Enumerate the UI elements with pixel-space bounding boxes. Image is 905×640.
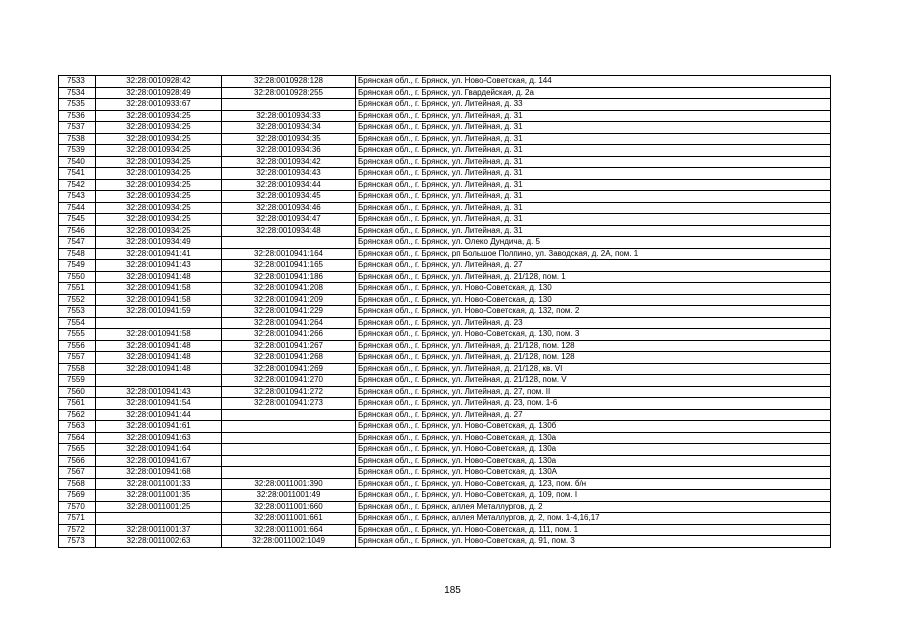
table-row <box>59 110 831 122</box>
address-cell: Брянская обл., г. Брянск, ул. Литейная, д. 27, пом. II <box>356 386 831 398</box>
cadastral-number-cell: 32:28:0011001:33 <box>96 478 222 490</box>
row-number-cell: 7544 <box>59 202 96 214</box>
cadastral-number-cell: 32:28:0010928:49 <box>96 87 222 99</box>
address-cell: Брянская обл., г. Брянск, ул. Литейная, д. 31 <box>356 145 831 157</box>
table-row <box>59 363 831 375</box>
object-cadastral-number-cell: 32:28:0010934:44 <box>222 179 356 191</box>
address-cell: Брянская обл., г. Брянск, ул. Литейная, д. 21/128, пом. 128 <box>356 340 831 352</box>
cadastral-number-cell: 32:28:0010934:25 <box>96 122 222 134</box>
table-row <box>59 260 831 272</box>
cadastral-number-cell: 32:28:0010934:25 <box>96 191 222 203</box>
address-cell: Брянская обл., г. Брянск, ул. Ново-Советская, д. 91, пом. 3 <box>356 536 831 548</box>
cadastral-number-cell: 32:28:0010934:25 <box>96 214 222 226</box>
row-number-cell: 7535 <box>59 99 96 111</box>
cadastral-number-cell: 32:28:0010934:25 <box>96 110 222 122</box>
table-row <box>59 386 831 398</box>
address-cell: Брянская обл., г. Брянск, ул. Литейная, д. 31 <box>356 214 831 226</box>
table-row <box>59 478 831 490</box>
cadastral-number-cell: 32:28:0010941:48 <box>96 271 222 283</box>
address-cell: Брянская обл., г. Брянск, ул. Ново-Советская, д. 130а <box>356 455 831 467</box>
table-row <box>59 444 831 456</box>
address-cell: Брянская обл., г. Брянск, ул. Ново-Советская, д. 130а <box>356 432 831 444</box>
table-row <box>59 329 831 341</box>
cadastral-number-cell: 32:28:0010941:44 <box>96 409 222 421</box>
table-row <box>59 409 831 421</box>
address-cell: Брянская обл., г. Брянск, ул. Литейная, д. 21/128, пом. 1 <box>356 271 831 283</box>
table-row <box>59 99 831 111</box>
cadastral-number-cell: 32:28:0010941:58 <box>96 294 222 306</box>
table-row <box>59 237 831 249</box>
address-cell: Брянская обл., г. Брянск, ул. Ново-Советская, д. 130 <box>356 283 831 295</box>
address-cell: Брянская обл., г. Брянск, ул. Олеко Дундича, д. 5 <box>356 237 831 249</box>
address-cell: Брянская обл., г. Брянск, ул. Литейная, д. 21/128, пом. V <box>356 375 831 387</box>
row-number-cell: 7573 <box>59 536 96 548</box>
address-cell: Брянская обл., г. Брянск, ул. Литейная, д. 31 <box>356 110 831 122</box>
cadastral-number-cell: 32:28:0010941:58 <box>96 283 222 295</box>
object-cadastral-number-cell <box>222 421 356 433</box>
address-cell: Брянская обл., г. Брянск, ул. Ново-Советская, д. 130б <box>356 421 831 433</box>
address-cell: Брянская обл., г. Брянск, ул. Ново-Советская, д. 111, пом. 1 <box>356 524 831 536</box>
address-cell: Брянская обл., г. Брянск, ул. Гвардейская, д. 2а <box>356 87 831 99</box>
table-row <box>59 283 831 295</box>
row-number-cell: 7554 <box>59 317 96 329</box>
address-cell: Брянская обл., г. Брянск, ул. Ново-Советская, д. 130 <box>356 294 831 306</box>
address-cell: Брянская обл., г. Брянск, ул. Литейная, д. 23 <box>356 317 831 329</box>
row-number-cell: 7570 <box>59 501 96 513</box>
object-cadastral-number-cell: 32:28:0010934:47 <box>222 214 356 226</box>
address-cell: Брянская обл., г. Брянск, ул. Литейная, д. 33 <box>356 99 831 111</box>
cadastral-number-cell: 32:28:0010941:63 <box>96 432 222 444</box>
cadastral-number-cell: 32:28:0011001:37 <box>96 524 222 536</box>
object-cadastral-number-cell <box>222 99 356 111</box>
row-number-cell: 7542 <box>59 179 96 191</box>
object-cadastral-number-cell: 32:28:0010934:36 <box>222 145 356 157</box>
table-row <box>59 524 831 536</box>
table-row <box>59 317 831 329</box>
table-row <box>59 202 831 214</box>
cadastral-number-cell: 32:28:0010934:25 <box>96 145 222 157</box>
cadastral-number-cell: 32:28:0010941:48 <box>96 352 222 364</box>
object-cadastral-number-cell: 32:28:0011001:390 <box>222 478 356 490</box>
object-cadastral-number-cell: 32:28:0011001:49 <box>222 490 356 502</box>
table-row <box>59 225 831 237</box>
address-cell: Брянская обл., г. Брянск, рп Большое Полпино, ул. Заводская, д. 2А, пом. 1 <box>356 248 831 260</box>
object-cadastral-number-cell: 32:28:0010941:208 <box>222 283 356 295</box>
object-cadastral-number-cell <box>222 444 356 456</box>
row-number-cell: 7557 <box>59 352 96 364</box>
table-row <box>59 179 831 191</box>
address-cell: Брянская обл., г. Брянск, ул. Литейная, д. 31 <box>356 191 831 203</box>
table-row <box>59 145 831 157</box>
object-cadastral-number-cell: 32:28:0010941:266 <box>222 329 356 341</box>
cadastral-number-cell: 32:28:0010934:25 <box>96 168 222 180</box>
table-row <box>59 248 831 260</box>
row-number-cell: 7572 <box>59 524 96 536</box>
table-row <box>59 421 831 433</box>
object-cadastral-number-cell: 32:28:0010941:264 <box>222 317 356 329</box>
table-row <box>59 490 831 502</box>
cadastral-number-cell: 32:28:0011001:35 <box>96 490 222 502</box>
row-number-cell: 7565 <box>59 444 96 456</box>
row-number-cell: 7538 <box>59 133 96 145</box>
row-number-cell: 7569 <box>59 490 96 502</box>
object-cadastral-number-cell: 32:28:0010941:267 <box>222 340 356 352</box>
object-cadastral-number-cell: 32:28:0010941:269 <box>222 363 356 375</box>
table-row <box>59 352 831 364</box>
object-cadastral-number-cell: 32:28:0010928:255 <box>222 87 356 99</box>
cadastral-number-cell: 32:28:0010941:43 <box>96 386 222 398</box>
object-cadastral-number-cell: 32:28:0010934:46 <box>222 202 356 214</box>
cadastral-number-cell: 32:28:0010934:25 <box>96 179 222 191</box>
table-row <box>59 306 831 318</box>
table-row <box>59 398 831 410</box>
row-number-cell: 7566 <box>59 455 96 467</box>
table-row <box>59 133 831 145</box>
table-row <box>59 122 831 134</box>
cadastral-number-cell <box>96 317 222 329</box>
object-cadastral-number-cell <box>222 432 356 444</box>
address-cell: Брянская обл., г. Брянск, ул. Ново-Советская, д. 130А <box>356 467 831 479</box>
cadastral-number-cell: 32:28:0010928:42 <box>96 76 222 88</box>
registry-table <box>58 75 831 548</box>
table-row <box>59 156 831 168</box>
address-cell: Брянская обл., г. Брянск, ул. Литейная, д. 31 <box>356 225 831 237</box>
address-cell: Брянская обл., г. Брянск, ул. Литейная, д. 31 <box>356 133 831 145</box>
object-cadastral-number-cell: 32:28:0010934:45 <box>222 191 356 203</box>
cadastral-number-cell: 32:28:0011002:63 <box>96 536 222 548</box>
cadastral-number-cell: 32:28:0010934:25 <box>96 156 222 168</box>
object-cadastral-number-cell: 32:28:0010941:164 <box>222 248 356 260</box>
table-row <box>59 191 831 203</box>
cadastral-number-cell: 32:28:0010934:25 <box>96 202 222 214</box>
address-cell: Брянская обл., г. Брянск, ул. Ново-Советская, д. 109, пом. I <box>356 490 831 502</box>
table-row <box>59 513 831 525</box>
object-cadastral-number-cell: 32:28:0010934:48 <box>222 225 356 237</box>
row-number-cell: 7562 <box>59 409 96 421</box>
row-number-cell: 7571 <box>59 513 96 525</box>
table-row <box>59 455 831 467</box>
object-cadastral-number-cell: 32:28:0011001:660 <box>222 501 356 513</box>
row-number-cell: 7537 <box>59 122 96 134</box>
cadastral-number-cell: 32:28:0011001:25 <box>96 501 222 513</box>
address-cell: Брянская обл., г. Брянск, ул. Литейная, д. 31 <box>356 202 831 214</box>
row-number-cell: 7552 <box>59 294 96 306</box>
object-cadastral-number-cell <box>222 455 356 467</box>
cadastral-number-cell: 32:28:0010941:43 <box>96 260 222 272</box>
table-row <box>59 501 831 513</box>
row-number-cell: 7533 <box>59 76 96 88</box>
object-cadastral-number-cell: 32:28:0010941:272 <box>222 386 356 398</box>
cadastral-number-cell: 32:28:0010941:54 <box>96 398 222 410</box>
table-row <box>59 536 831 548</box>
table-row <box>59 214 831 226</box>
registry-table-body <box>59 76 831 548</box>
row-number-cell: 7553 <box>59 306 96 318</box>
table-row <box>59 76 831 88</box>
table-row <box>59 340 831 352</box>
cadastral-number-cell: 32:28:0010941:59 <box>96 306 222 318</box>
object-cadastral-number-cell: 32:28:0010934:43 <box>222 168 356 180</box>
row-number-cell: 7561 <box>59 398 96 410</box>
address-cell: Брянская обл., г. Брянск, ул. Ново-Советская, д. 123, пом. б/н <box>356 478 831 490</box>
cadastral-number-cell: 32:28:0010941:61 <box>96 421 222 433</box>
row-number-cell: 7536 <box>59 110 96 122</box>
table-row <box>59 87 831 99</box>
address-cell: Брянская обл., г. Брянск, ул. Литейная, д. 21/128, кв. VI <box>356 363 831 375</box>
row-number-cell: 7556 <box>59 340 96 352</box>
row-number-cell: 7568 <box>59 478 96 490</box>
row-number-cell: 7559 <box>59 375 96 387</box>
row-number-cell: 7551 <box>59 283 96 295</box>
object-cadastral-number-cell: 32:28:0010941:229 <box>222 306 356 318</box>
address-cell: Брянская обл., г. Брянск, ул. Ново-Советская, д. 130а <box>356 444 831 456</box>
row-number-cell: 7560 <box>59 386 96 398</box>
cadastral-number-cell: 32:28:0010941:67 <box>96 455 222 467</box>
row-number-cell: 7549 <box>59 260 96 272</box>
cadastral-number-cell: 32:28:0010941:48 <box>96 363 222 375</box>
cadastral-number-cell <box>96 513 222 525</box>
object-cadastral-number-cell: 32:28:0010934:34 <box>222 122 356 134</box>
cadastral-number-cell: 32:28:0010941:64 <box>96 444 222 456</box>
address-cell: Брянская обл., г. Брянск, аллея Металлургов, д. 2, пом. 1-4,16,17 <box>356 513 831 525</box>
row-number-cell: 7534 <box>59 87 96 99</box>
cadastral-number-cell: 32:28:0010934:25 <box>96 133 222 145</box>
row-number-cell: 7545 <box>59 214 96 226</box>
object-cadastral-number-cell: 32:28:0010941:268 <box>222 352 356 364</box>
cadastral-number-cell: 32:28:0010933:67 <box>96 99 222 111</box>
cadastral-number-cell: 32:28:0010941:41 <box>96 248 222 260</box>
cadastral-number-cell: 32:28:0010934:25 <box>96 225 222 237</box>
cadastral-number-cell: 32:28:0010934:49 <box>96 237 222 249</box>
table-row <box>59 168 831 180</box>
object-cadastral-number-cell: 32:28:0010941:209 <box>222 294 356 306</box>
table-row <box>59 375 831 387</box>
table-row <box>59 467 831 479</box>
object-cadastral-number-cell: 32:28:0010934:42 <box>222 156 356 168</box>
row-number-cell: 7543 <box>59 191 96 203</box>
table-row <box>59 432 831 444</box>
row-number-cell: 7546 <box>59 225 96 237</box>
address-cell: Брянская обл., г. Брянск, ул. Литейная, д. 27 <box>356 409 831 421</box>
object-cadastral-number-cell: 32:28:0011001:661 <box>222 513 356 525</box>
row-number-cell: 7558 <box>59 363 96 375</box>
cadastral-number-cell: 32:28:0010941:68 <box>96 467 222 479</box>
address-cell: Брянская обл., г. Брянск, ул. Ново-Советская, д. 132, пом. 2 <box>356 306 831 318</box>
address-cell: Брянская обл., г. Брянск, аллея Металлургов, д. 2 <box>356 501 831 513</box>
address-cell: Брянская обл., г. Брянск, ул. Литейная, д. 21/128, пом. 128 <box>356 352 831 364</box>
row-number-cell: 7550 <box>59 271 96 283</box>
object-cadastral-number-cell: 32:28:0011002:1049 <box>222 536 356 548</box>
address-cell: Брянская обл., г. Брянск, ул. Литейная, д. 23, пом. 1-6 <box>356 398 831 410</box>
row-number-cell: 7564 <box>59 432 96 444</box>
row-number-cell: 7548 <box>59 248 96 260</box>
cadastral-number-cell: 32:28:0010941:48 <box>96 340 222 352</box>
row-number-cell: 7567 <box>59 467 96 479</box>
object-cadastral-number-cell: 32:28:0010941:165 <box>222 260 356 272</box>
object-cadastral-number-cell <box>222 237 356 249</box>
object-cadastral-number-cell: 32:28:0010928:128 <box>222 76 356 88</box>
address-cell: Брянская обл., г. Брянск, ул. Литейная, д. 31 <box>356 179 831 191</box>
row-number-cell: 7555 <box>59 329 96 341</box>
row-number-cell: 7539 <box>59 145 96 157</box>
address-cell: Брянская обл., г. Брянск, ул. Литейная, д. 31 <box>356 168 831 180</box>
object-cadastral-number-cell: 32:28:0010941:186 <box>222 271 356 283</box>
address-cell: Брянская обл., г. Брянск, ул. Литейная, д. 27 <box>356 260 831 272</box>
row-number-cell: 7563 <box>59 421 96 433</box>
object-cadastral-number-cell: 32:28:0011001:664 <box>222 524 356 536</box>
object-cadastral-number-cell: 32:28:0010934:33 <box>222 110 356 122</box>
address-cell: Брянская обл., г. Брянск, ул. Ново-Советская, д. 130, пом. 3 <box>356 329 831 341</box>
address-cell: Брянская обл., г. Брянск, ул. Ново-Советская, д. 144 <box>356 76 831 88</box>
object-cadastral-number-cell <box>222 409 356 421</box>
object-cadastral-number-cell: 32:28:0010934:35 <box>222 133 356 145</box>
table-row <box>59 294 831 306</box>
table-row <box>59 271 831 283</box>
cadastral-number-cell <box>96 375 222 387</box>
address-cell: Брянская обл., г. Брянск, ул. Литейная, д. 31 <box>356 156 831 168</box>
address-cell: Брянская обл., г. Брянск, ул. Литейная, д. 31 <box>356 122 831 134</box>
object-cadastral-number-cell <box>222 467 356 479</box>
object-cadastral-number-cell: 32:28:0010941:273 <box>222 398 356 410</box>
object-cadastral-number-cell: 32:28:0010941:270 <box>222 375 356 387</box>
row-number-cell: 7541 <box>59 168 96 180</box>
row-number-cell: 7547 <box>59 237 96 249</box>
page-number: 185 <box>444 585 461 596</box>
cadastral-number-cell: 32:28:0010941:58 <box>96 329 222 341</box>
row-number-cell: 7540 <box>59 156 96 168</box>
